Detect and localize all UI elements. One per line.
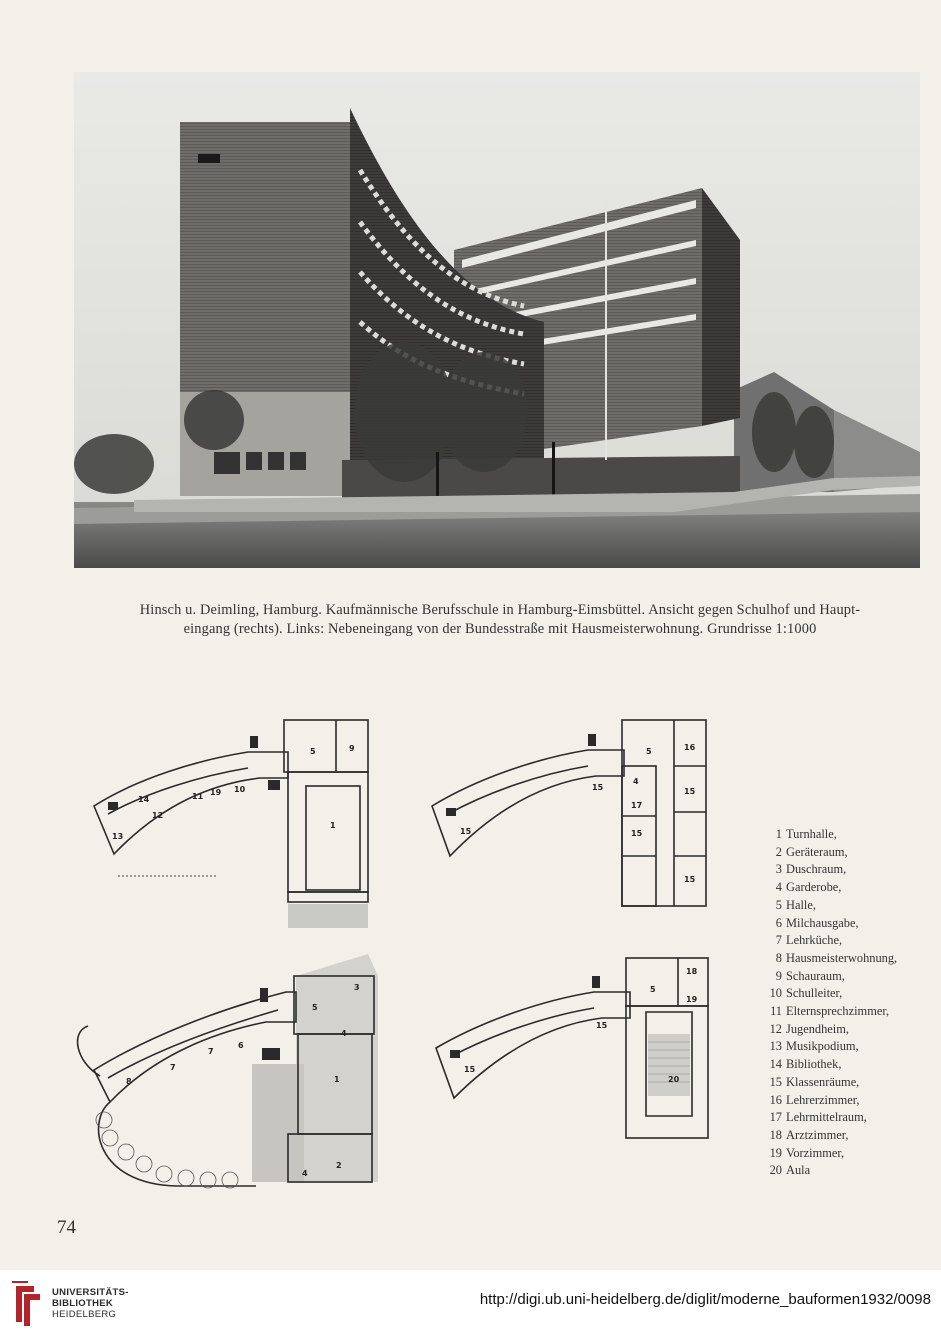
legend-number: 16: [769, 1092, 782, 1107]
legend-number: 12: [769, 1021, 782, 1036]
plan1-room-9: 9: [349, 744, 355, 753]
legend-number: 6: [775, 915, 782, 930]
plan3-room-5: 5: [312, 1003, 318, 1012]
plan2-room-16: 16: [684, 743, 696, 752]
legend-item: [760, 861, 935, 879]
plan3-room-7-a: 7: [208, 1047, 214, 1056]
legend-number: 15: [769, 1074, 782, 1089]
legend-number: 4: [775, 880, 782, 895]
legend-number: 13: [769, 1039, 782, 1054]
page-number: 74: [57, 1217, 76, 1238]
legend-item: [760, 844, 935, 862]
plan2-room-15-e: 15: [460, 827, 472, 836]
caption-line-2: eingang (rechts). Links: Nebeneingang von der Bundesstraße mit Hausmeisterwohnung. Grundrisse 1:1000: [183, 621, 817, 637]
plan4-room-15-b: 15: [464, 1065, 476, 1074]
legend-number: 19: [769, 1145, 782, 1160]
plan2-room-15-a: 15: [592, 783, 604, 792]
legend-label: Schulleiter,: [786, 986, 843, 1001]
plan2-room-15-c: 15: [631, 829, 643, 838]
plan2-room-15-d: 15: [684, 875, 696, 884]
legend-item: [760, 1127, 935, 1145]
plan3-room-3: 3: [354, 983, 360, 992]
legend-label: Lehrmittelraum,: [786, 1110, 867, 1125]
floor-plan-aula-floor-drawing: [434, 956, 716, 1142]
floor-plan-first-floor-drawing: [88, 718, 378, 933]
legend-label: Elternsprechzimmer,: [786, 1004, 890, 1019]
legend-label: Schauraum,: [786, 968, 845, 983]
plan4-room-5: 5: [650, 985, 656, 994]
legend-number: 11: [770, 1004, 782, 1019]
legend-item: [760, 985, 935, 1003]
legend-number: 20: [769, 1163, 782, 1178]
floor-plan-upper-floor: [428, 716, 713, 912]
legend-item: [760, 950, 935, 968]
legend-label: Geräteraum,: [786, 844, 848, 859]
floor-plan-first-floor: [88, 718, 378, 933]
legend-number: 9: [775, 968, 782, 983]
plan1-room-11: 11: [192, 792, 204, 801]
legend-label: Klassenräume,: [786, 1074, 860, 1089]
plan2-room-4: 4: [633, 777, 639, 786]
plan3-room-2: 2: [336, 1161, 342, 1170]
plan1-room-13: 13: [112, 832, 124, 841]
legend-number: 10: [769, 986, 782, 1001]
floor-plan-ground-floor-drawing: [66, 952, 386, 1194]
floor-plan-aula-floor: [434, 956, 716, 1142]
plan3-room-7-b: 7: [170, 1063, 176, 1072]
floor-plan-upper-floor-drawing: [428, 716, 713, 912]
legend-number: 17: [769, 1110, 782, 1125]
viewer-footer: [0, 1270, 941, 1337]
legend-label: Bibliothek,: [786, 1057, 842, 1072]
plan1-room-1: 1: [330, 821, 336, 830]
plan3-room-6: 6: [238, 1041, 244, 1050]
floor-plan-ground-floor: [66, 952, 386, 1194]
plan3-room-4-a: 4: [341, 1029, 347, 1038]
room-legend: [760, 826, 935, 1180]
legend-item: [760, 1056, 935, 1074]
legend-label: Arztzimmer,: [786, 1127, 849, 1142]
legend-number: 2: [775, 844, 782, 859]
legend-item: [760, 1092, 935, 1110]
plan1-room-14: 14: [138, 795, 150, 804]
legend-item: [760, 915, 935, 933]
legend-label: Milchausgabe,: [786, 915, 859, 930]
legend-number: 18: [769, 1127, 782, 1142]
legend-label: Garderobe,: [786, 880, 842, 895]
plan4-room-18: 18: [686, 967, 698, 976]
plan1-room-19: 19: [210, 788, 222, 797]
legend-item: [760, 1145, 935, 1163]
legend-item: [760, 1162, 935, 1180]
plan3-room-1: 1: [334, 1075, 340, 1084]
building-photograph: [74, 72, 920, 568]
legend-item: [760, 1109, 935, 1127]
legend-number: 3: [775, 862, 782, 877]
legend-item: [760, 1021, 935, 1039]
legend-number: 7: [775, 933, 782, 948]
legend-label: Duschraum,: [786, 862, 847, 877]
plan3-room-4-b: 4: [302, 1169, 308, 1178]
legend-label: Lehrerzimmer,: [786, 1092, 860, 1107]
plan3-room-8: 8: [126, 1077, 132, 1086]
legend-item: [760, 968, 935, 986]
plan4-room-15-a: 15: [596, 1021, 608, 1030]
legend-number: 8: [775, 950, 782, 965]
legend-label: Aula: [786, 1163, 811, 1178]
legend-label: Vorzimmer,: [786, 1145, 845, 1160]
school-building-photo: [74, 72, 920, 568]
plan1-room-12: 12: [152, 811, 164, 820]
legend-label: Halle,: [786, 897, 816, 912]
plan2-room-15-b: 15: [684, 787, 696, 796]
library-name-line-3: HEIDELBERG: [52, 1309, 117, 1320]
legend-item: [760, 932, 935, 950]
plan2-room-5: 5: [646, 747, 652, 756]
library-logo-icon[interactable]: [10, 1280, 46, 1328]
library-name-line-1: UNIVERSITÄTS-: [52, 1287, 129, 1298]
legend-item: [760, 897, 935, 915]
legend-label: Hausmeisterwohnung,: [786, 950, 898, 965]
plan1-room-5: 5: [310, 747, 316, 756]
legend-number: 1: [775, 827, 782, 841]
caption-line-1: Hinsch u. Deimling, Hamburg. Kaufmännische Berufsschule in Hamburg-Eimsbüttel. Ansicht gegen Schulhof und Haupt-: [139, 602, 861, 618]
legend-item: [760, 1003, 935, 1021]
legend-number: 5: [775, 897, 782, 912]
plan4-room-19: 19: [686, 995, 698, 1004]
legend-label: Musikpodium,: [786, 1039, 859, 1054]
legend-number: 14: [769, 1057, 782, 1072]
plan1-room-10: 10: [234, 785, 246, 794]
plan4-room-20: 20: [668, 1075, 680, 1084]
legend-label: Jugendheim,: [786, 1021, 849, 1036]
figure-caption: [60, 601, 940, 639]
legend-label: Turnhalle,: [786, 827, 837, 841]
legend-item: [760, 879, 935, 897]
permalink-url[interactable]: http://digi.ub.uni-heidelberg.de/diglit/moderne_bauformen1932/0098: [479, 1291, 931, 1308]
legend-label: Lehrküche,: [786, 933, 843, 948]
plan2-room-17: 17: [631, 801, 643, 810]
legend-item: [760, 1038, 935, 1056]
library-name[interactable]: [52, 1287, 129, 1320]
legend-item: [760, 1074, 935, 1092]
library-name-line-2: BIBLIOTHEK: [52, 1298, 114, 1309]
legend-item: [760, 826, 935, 844]
